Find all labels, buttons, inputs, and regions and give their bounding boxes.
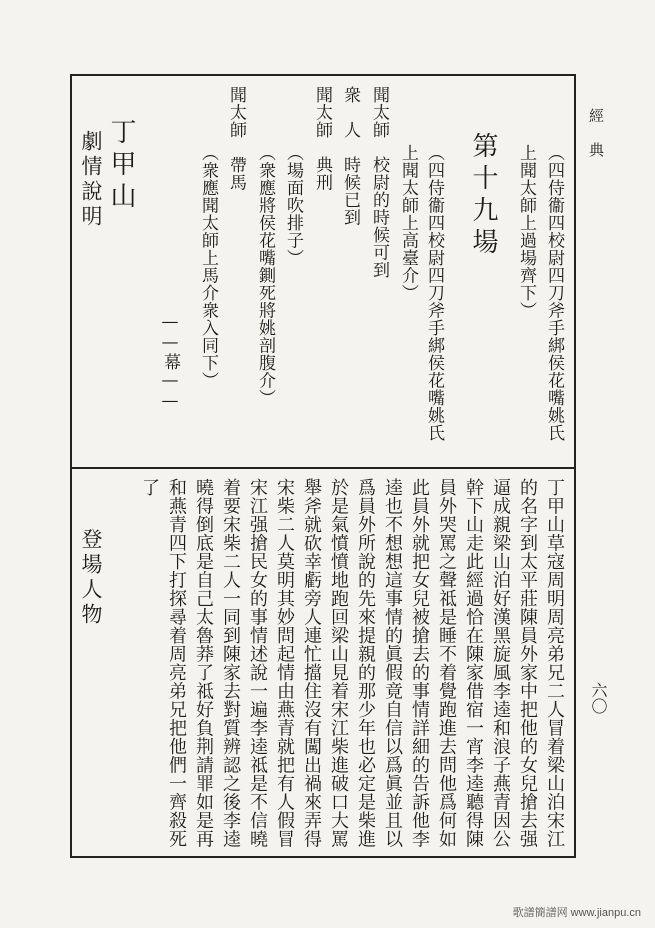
dialogue-line: 聞太師 帶馬 (226, 86, 246, 191)
cast-heading: 登場人物 (79, 528, 103, 628)
watermark: 歌譜簡譜网 www.jianpu.cn (512, 907, 641, 919)
synopsis-line: 曉得倒底是自己太魯莽了祗好負荆請罪如是再 (193, 478, 214, 848)
stage-direction: 上聞太師上過場齊下） (516, 144, 536, 319)
section-divider (70, 467, 576, 469)
curtain-mark: ——幕—— (160, 312, 180, 412)
stage-direction: （衆應將侯花嘴鍘死將姚剖腹介） (255, 144, 275, 407)
stage-direction: （四侍衞四校尉四刀斧手綁侯花嘴姚氏 (544, 144, 564, 442)
synopsis-line: 和燕青四下打探尋着周亮弟兄把他們一齊殺死 (166, 478, 187, 848)
dialogue-line: 聞太師 典刑 (312, 86, 332, 191)
page-number: 六〇 (589, 682, 608, 714)
stage-direction: （衆應聞太師上馬介衆入同下） (198, 144, 218, 389)
scene-heading: 第十九場 (468, 132, 498, 260)
synopsis-line: 舉斧就砍幸虧旁人連忙擋住沒有闖出禍來弄得 (301, 478, 322, 848)
stage-direction: （場面吹排子） (283, 144, 303, 267)
synopsis-line: 着要宋柴二人一同到陳家去對質辨認之後李逵 (220, 478, 241, 848)
synopsis-line: 的名字到太平莊陳員外家中把他的女兒搶去强 (517, 478, 538, 848)
synopsis-line: 幹下山走此經過恰在陳家借宿一宵李逵聽得陳 (463, 478, 484, 848)
synopsis-line: 於是氣憤憤地跑回梁山見着宋江柴進破口大罵 (328, 478, 349, 848)
synopsis-line: 宋江强搶民女的事情述說一遍李逵祗是不信曉 (247, 478, 268, 848)
section-heading: 劇情說明 (79, 130, 103, 230)
synopsis-line: 員外哭罵之聲祗是睡不着覺跑進去問他爲何如 (436, 478, 457, 848)
stage-direction: （四侍衞四校尉四刀斧手綁侯花嘴姚氏 (424, 144, 444, 442)
synopsis-line: 逵也不想想這事情的眞假竟自信以爲眞並且以 (382, 478, 403, 848)
dialogue-line: 衆 人 時候已到 (340, 86, 360, 226)
synopsis-line: 逼成親梁山泊好漢黑旋風李逵和浪子燕青因公 (490, 478, 511, 848)
synopsis-line: 丁甲山草寇周明周亮弟兄二人冒着梁山泊宋江 (544, 478, 565, 848)
synopsis-line: 此員外就把女兒被搶去的事情詳細的告訴他李 (409, 478, 430, 848)
stage-direction: 上聞太師上高臺介） (398, 144, 418, 302)
play-title: 丁甲山 (106, 118, 136, 214)
dialogue-line: 聞太師 校尉的時候可到 (369, 86, 389, 279)
synopsis-line: 宋柴二人莫明其妙問起情由燕青就把有人假冒 (274, 478, 295, 848)
synopsis-line: 了 (139, 478, 160, 497)
synopsis-line: 爲員外所說的先來提親的那少年也必定是柴進 (355, 478, 376, 848)
running-header: 經 典 (587, 108, 605, 159)
